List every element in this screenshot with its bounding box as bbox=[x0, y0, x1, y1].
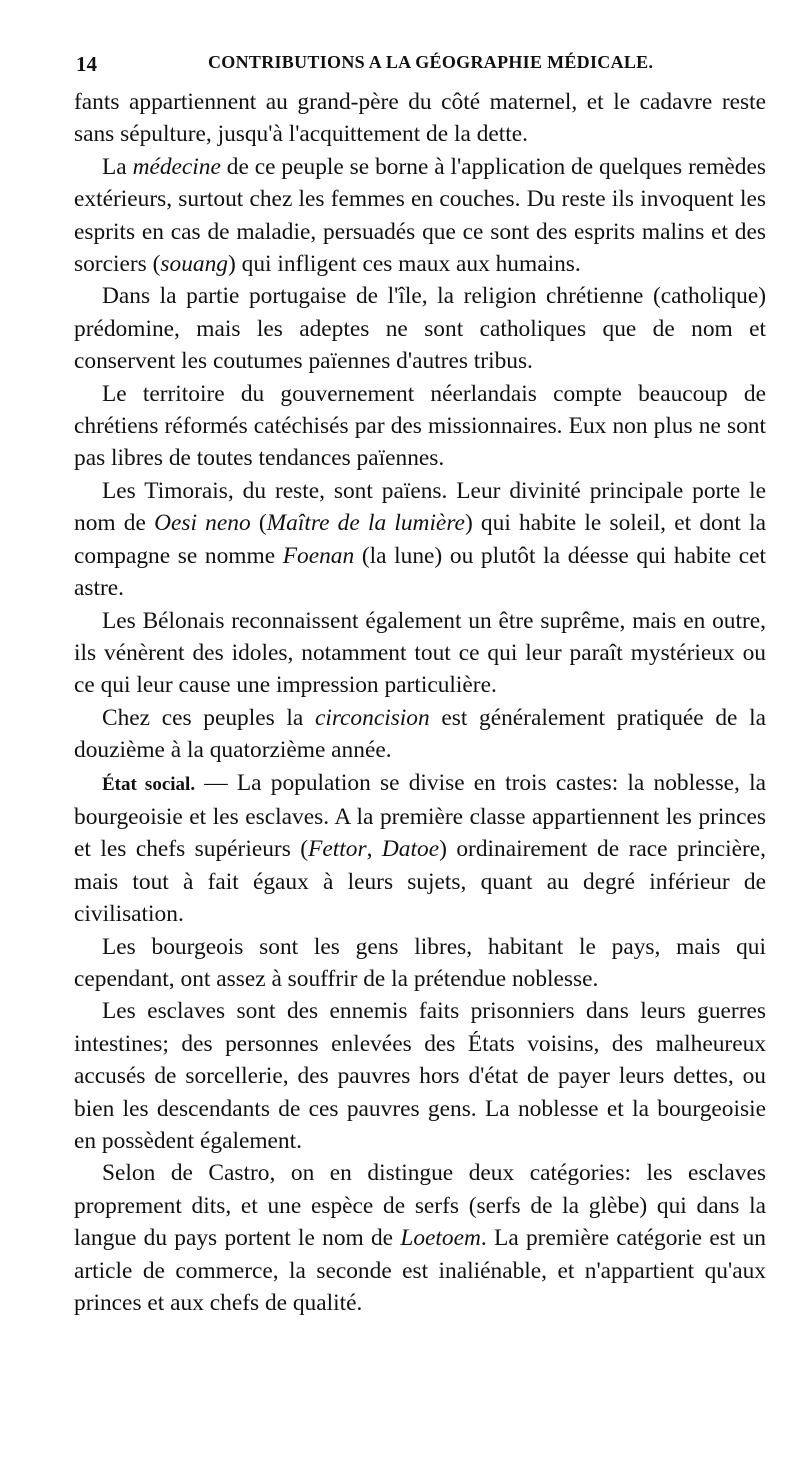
section-runin-heading: État social. bbox=[102, 773, 196, 795]
text-span: ) ordinairement de race princière, mais tout à fait égaux à leurs sujets, quant au degré inférieur de civilisation. bbox=[74, 836, 766, 928]
text-span: de ce peuple se borne à l'application de quelques remèdes extérieurs, surtout chez les femmes en couches. Du reste ils invoquent les esprits en cas de maladie, persuadés que ce sont des esprits malins et des sorciers ( bbox=[74, 153, 766, 278]
running-title: CONTRIBUTIONS A LA GÉOGRAPHIE MÉDICALE. bbox=[208, 52, 654, 72]
text-span: La bbox=[102, 153, 133, 180]
paragraph-continuation: fants appartiennent au grand-père du côté maternel, et le cadavre reste sans sépulture, jusqu'à l'acquittement de la dette. bbox=[74, 89, 766, 148]
italic-term: Maître de la lumière bbox=[266, 510, 465, 537]
italic-term: Oesi neno bbox=[154, 510, 251, 537]
paragraph-dutch-territory: Le territoire du gouvernement néerlandais compte beaucoup de chrétiens réformés catéchisés par des missionnaires. Eux non plus ne sont pas libres de toutes tendances païennes. bbox=[74, 380, 766, 472]
text-span: — La population se divise en trois castes: la noblesse, la bourgeoisie et les esclaves. A la première classe appartiennent les princes et les chefs supérieurs ( bbox=[74, 769, 766, 863]
paragraph-belonese: Les Bélonais reconnaissent également un être suprême, mais en outre, ils vénèrent des idoles, notamment tout ce qui leur paraît mystérieux ou ce qui leur cause une impression particulière. bbox=[74, 607, 766, 699]
paragraph-castro-categories bbox=[74, 1157, 766, 1319]
paragraph-bourgeois: Les bourgeois sont les gens libres, habitant le pays, mais qui cependant, ont assez à souffrir de la prétendue noblesse. bbox=[74, 933, 766, 992]
paragraph-portuguese-religion: Dans la partie portugaise de l'île, la religion chrétienne (catholique) prédomine, mais les adeptes ne sont catholiques que de nom et conservent les coutumes païennes d'autres tribus. bbox=[74, 283, 766, 375]
text-span: (la lune) ou plutôt la déesse qui habite cet astre. bbox=[74, 542, 767, 602]
text-span: ) qui habite le soleil, et dont la compagne se nomme bbox=[74, 510, 766, 569]
paragraph-social-state bbox=[74, 767, 766, 931]
book-page bbox=[74, 52, 766, 1319]
paragraph-circumcision bbox=[74, 702, 766, 767]
paragraph-timorese-divinity bbox=[74, 475, 766, 605]
page-number: 14 bbox=[76, 52, 97, 76]
italic-term: circoncision bbox=[314, 704, 430, 731]
text-span: . La première catégorie est un article de commerce, la seconde est inaliénable, et n'appartient qu'aux princes et aux chefs de qualité. bbox=[74, 1225, 766, 1317]
paragraph-medicine bbox=[74, 151, 766, 281]
italic-term: Datoe bbox=[381, 836, 440, 863]
italic-term: souang bbox=[160, 251, 228, 278]
italic-term: Fettor bbox=[308, 836, 367, 863]
text-span: ( bbox=[250, 510, 267, 537]
italic-term: Loetoem bbox=[400, 1225, 481, 1252]
page-header bbox=[74, 52, 766, 86]
text-span: Selon de Castro, on en distingue deux catégories: les esclaves proprement dits, et une espèce de serfs (serfs de la glèbe) qui dans la langue du pays portent le nom de bbox=[74, 1160, 766, 1252]
text-span: est généralement pratiquée de la douzième à la quatorzième année. bbox=[74, 704, 766, 764]
italic-term: médecine bbox=[132, 153, 221, 180]
body-text bbox=[74, 86, 766, 1319]
text-span: , bbox=[366, 836, 382, 863]
paragraph-slaves: Les esclaves sont des ennemis faits prisonniers dans leurs guerres intestines; des personnes enlevées des États voisins, des malheureux accusés de sorcellerie, des pauvres hors d'état de payer leurs dettes, ou bien les descendants de ces pauvres gens. La noblesse et la bourgeoisie en possèdent également. bbox=[74, 998, 766, 1154]
text-span: Chez ces peuples la bbox=[102, 704, 315, 731]
italic-term: Foenan bbox=[282, 542, 355, 569]
text-span: ) qui infligent ces maux aux humains. bbox=[227, 251, 581, 278]
text-span: Les Timorais, du reste, sont païens. Leur divinité principale porte le nom de bbox=[74, 477, 766, 537]
